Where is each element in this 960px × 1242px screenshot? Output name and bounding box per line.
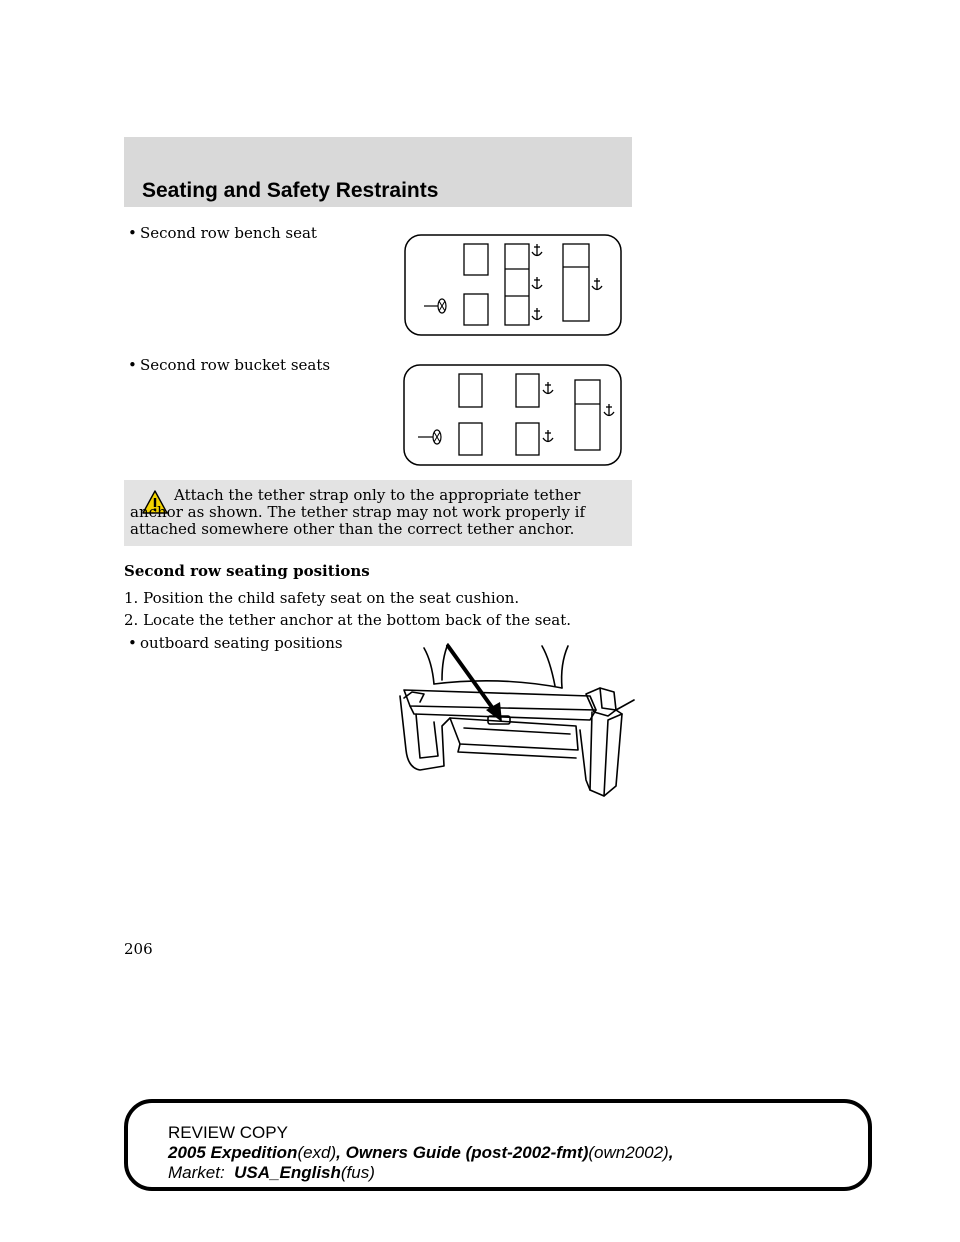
second-row-bucket-right — [516, 374, 539, 407]
page-number: 206 — [124, 940, 153, 958]
review-model: 2005 Expedition — [168, 1143, 298, 1162]
bullet-symbol: • — [128, 356, 137, 374]
front-seat-driver — [459, 423, 482, 455]
third-row-seat — [563, 244, 589, 321]
front-seat-right — [464, 244, 488, 275]
steering-wheel-icon — [418, 430, 441, 444]
bullet-outboard-label: outboard seating positions — [140, 634, 343, 652]
bullet-bucket-seats — [128, 356, 330, 374]
review-model-code: (exd) — [297, 1143, 337, 1162]
anchor-icon — [532, 244, 602, 320]
front-seat-right — [459, 374, 482, 407]
step-1: 1. Position the child safety seat on the seat cushion. — [124, 589, 520, 607]
review-guide-code: (own2002) — [588, 1143, 669, 1162]
warning-text: Attach the tether strap only to the appropriate tether anchor as shown. The tether strap may not work properly if attached somewhere other than the correct tether anchor. — [130, 486, 586, 538]
bullet-bench-seat — [128, 224, 317, 242]
second-row-bucket-left — [516, 423, 539, 455]
warning-box — [124, 480, 632, 546]
third-row-seat — [575, 380, 600, 450]
page-title: Seating and Safety Restraints — [142, 179, 439, 202]
review-market-code: (fus) — [340, 1163, 375, 1182]
second-row-bench — [505, 244, 529, 325]
bullet-outboard — [128, 634, 343, 652]
review-copy-box — [124, 1099, 872, 1191]
bullet-bench-label: Second row bench seat — [140, 224, 317, 242]
front-seat-driver — [464, 294, 488, 325]
steering-wheel-icon — [424, 299, 446, 313]
review-line-2 — [168, 1143, 673, 1163]
review-market-label: Market: — [168, 1163, 225, 1182]
review-line-1: REVIEW COPY — [168, 1123, 288, 1142]
bucket-seats-diagram — [403, 364, 622, 466]
bullet-symbol: • — [128, 634, 137, 652]
section-heading: Second row seating positions — [124, 562, 370, 580]
bullet-bucket-label: Second row bucket seats — [140, 356, 331, 374]
anchor-icon — [543, 382, 614, 442]
seat-tether-illustration — [390, 640, 635, 805]
review-comma: , — [668, 1143, 674, 1162]
section-header — [124, 137, 632, 207]
bullet-symbol: • — [128, 224, 137, 242]
review-market: USA_English — [234, 1163, 341, 1182]
step-2: 2. Locate the tether anchor at the bottom back of the seat. — [124, 611, 572, 629]
review-line-3 — [168, 1163, 375, 1183]
review-guide: , Owners Guide (post-2002-fmt) — [336, 1143, 589, 1162]
bench-seat-diagram — [404, 234, 622, 336]
